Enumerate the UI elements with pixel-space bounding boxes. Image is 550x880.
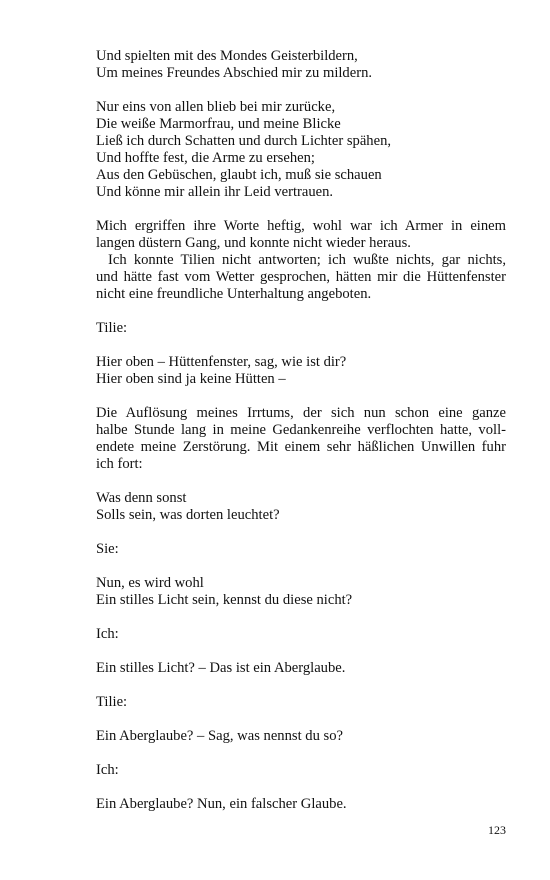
- speaker-label-ich: Ich:: [96, 762, 119, 778]
- verse-line: Ein stilles Licht? – Das ist ein Aberglaube.: [96, 660, 346, 676]
- speaker-label-sie: Sie:: [96, 541, 119, 557]
- verse-line: Ein Aberglaube? Nun, ein falscher Glaube.: [96, 796, 347, 812]
- prose-line: endete meine Zerstörung. Mit einem sehr häßlichen Unwillen fuhr: [96, 439, 506, 455]
- speaker-label-tilie: Tilie:: [96, 694, 128, 710]
- verse-line: Was denn sonst: [96, 490, 187, 506]
- prose-line: nicht eine freundliche Unterhaltung angeboten.: [96, 286, 372, 302]
- prose-line: Ich konnte Tilien nicht antworten; ich wußte nichts, gar nichts,: [108, 252, 506, 268]
- verse-line: Nun, es wird wohl: [96, 575, 204, 591]
- verse-line: Ein Aberglaube? – Sag, was nennst du so?: [96, 728, 343, 744]
- verse-line: Um meines Freundes Abschied mir zu mildern.: [96, 65, 373, 81]
- verse-line: Ein stilles Licht sein, kennst du diese nicht?: [96, 592, 353, 608]
- page-body: [96, 48, 506, 813]
- speaker-label-tilie: Tilie:: [96, 320, 128, 336]
- verse-line: Hier oben – Hüttenfenster, sag, wie ist dir?: [96, 354, 347, 370]
- prose-line: halbe Stunde lang in meine Gedankenreihe verflochten hatte, voll-: [96, 422, 506, 438]
- prose-paragraph-1: [96, 218, 506, 303]
- prose-paragraph-2: [96, 405, 506, 473]
- speaker-label-ich: Ich:: [96, 626, 119, 642]
- prose-line: ich fort:: [96, 456, 143, 472]
- prose-line: und hätte fast vom Wetter gesprochen, hätten mir die Hüttenfenster: [96, 269, 506, 285]
- page-number: 123: [488, 823, 506, 837]
- verse-line: Die weiße Marmorfrau, und meine Blicke: [96, 116, 341, 132]
- prose-line: Mich ergriffen ihre Worte heftig, wohl war ich Armer in einem: [96, 218, 506, 234]
- verse-line: Und hoffte fest, die Arme zu ersehen;: [96, 150, 315, 166]
- sie-verse: [96, 575, 506, 609]
- verse-line: Und könne mir allein ihr Leid vertrauen.: [96, 184, 334, 200]
- verse-line: Ließ ich durch Schatten und durch Lichter spähen,: [96, 133, 392, 149]
- verse-line: Aus den Gebüschen, glaubt ich, muß sie schauen: [96, 167, 382, 183]
- tilie-verse-1: [96, 354, 506, 388]
- prose-line: langen düstern Gang, und konnte nicht wieder heraus.: [96, 235, 411, 251]
- verse-line: Und spielten mit des Mondes Geisterbildern,: [96, 48, 358, 64]
- verse-line: Nur eins von allen blieb bei mir zurücke,: [96, 99, 336, 115]
- verse-line: Solls sein, was dorten leuchtet?: [96, 507, 280, 523]
- ich-verse-1: [96, 490, 506, 524]
- prose-line: Die Auflösung meines Irrtums, der sich nun schon eine ganze: [96, 405, 506, 421]
- verse-stanza-2: [96, 99, 506, 201]
- verse-stanza-1: [96, 48, 506, 82]
- verse-line: Hier oben sind ja keine Hütten –: [96, 371, 286, 387]
